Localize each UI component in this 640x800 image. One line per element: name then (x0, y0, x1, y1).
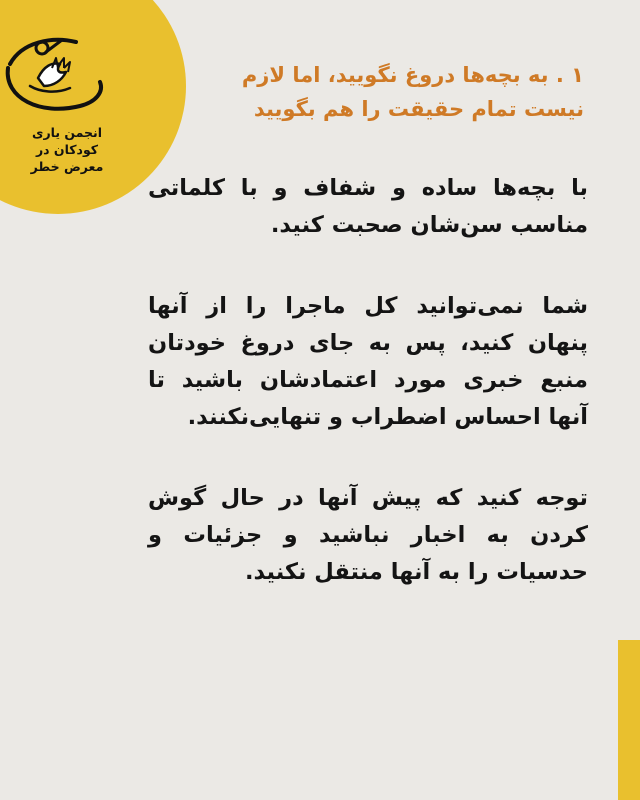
body-text (148, 170, 588, 635)
logo-line: معرض خطر (30, 159, 104, 174)
title-line: ۱ . به بچه‌ها دروغ نگویید، اما لازم (241, 63, 584, 87)
page-title (144, 58, 584, 126)
paragraph: شما نمی‌توانید کل ماجرا را از آنها پنهان کنید، پس به جای دروغ خودتان منبع خبری مورد اعتمادشان باشید تا آنها احساس اضطراب و تنهایی‌نکنند. (148, 293, 588, 430)
side-accent-bar (618, 640, 640, 800)
paragraph: با بچه‌ها ساده و شفاف و با کلماتی مناسب سن‌شان صحبت کنید. (148, 175, 588, 238)
title-line: نیست تمام حقیقت را هم بگویید (253, 97, 584, 121)
logo-line: کودکان در (35, 142, 99, 157)
hand-bird-logo-icon (0, 28, 110, 118)
logo-line: انجمن یاری (31, 125, 102, 140)
logo-text (2, 124, 132, 175)
paragraph: توجه کنید که پیش آنها در حال گوش کردن به اخبار نباشید و جزئیات و حدسیات را به آنها منتقل نکنید. (148, 485, 588, 585)
